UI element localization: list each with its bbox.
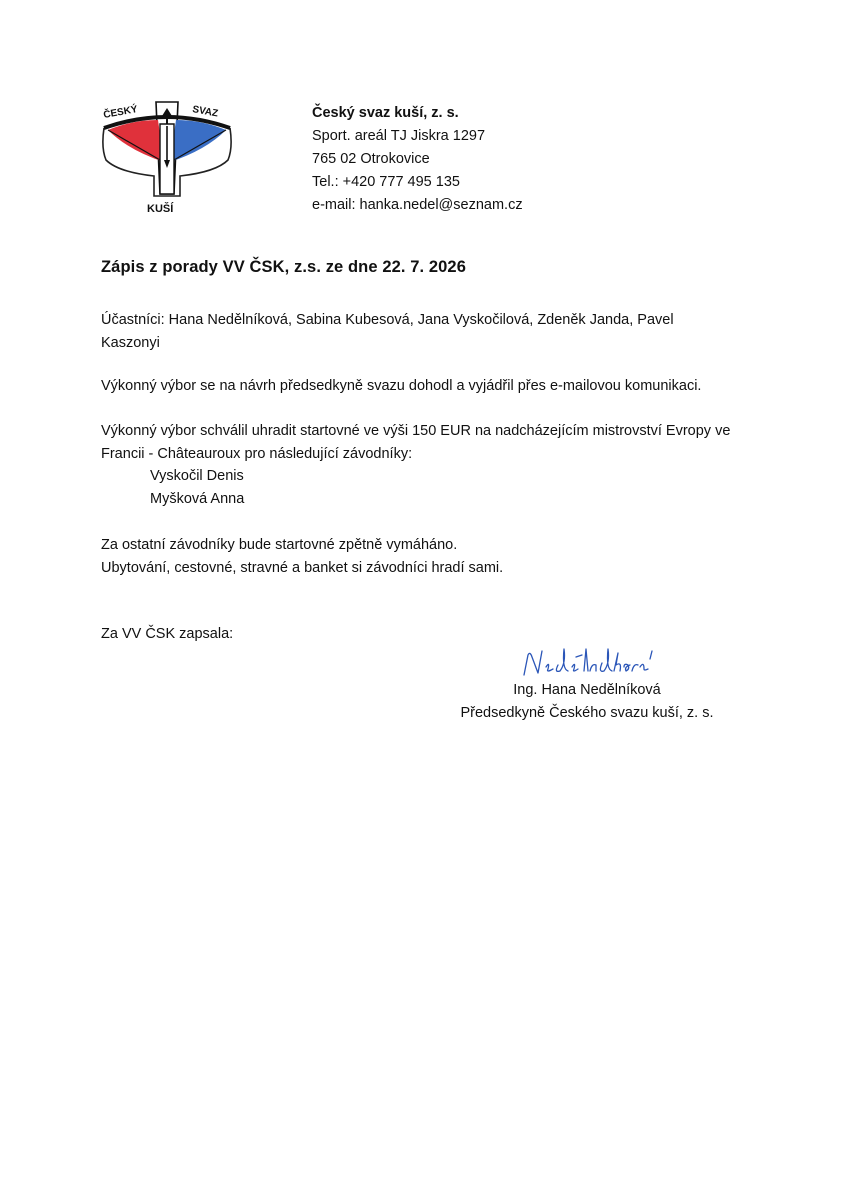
notes-paragraph — [101, 534, 761, 580]
organization-phone: Tel.: +420 777 495 135 — [312, 174, 460, 190]
decision-paragraph-1: Výkonný výbor se na návrh předsedkyně svazu dohodl a vyjádřil přes e-mailovou komunikaci. — [101, 378, 702, 394]
organization-contact — [312, 102, 523, 217]
competitor-item: Myšková Anna — [150, 491, 245, 507]
logo-blue-wing — [170, 120, 226, 162]
signature-graphic — [520, 643, 660, 679]
signer-block — [456, 679, 718, 725]
competitor-list — [150, 465, 244, 511]
organization-email: e-mail: hanka.nedel@seznam.cz — [312, 197, 523, 213]
decision-paragraph-2: Výkonný výbor schválil uhradit startovné ve výši 150 EUR na nadcházejícím mistrovství Evropy ve Francii - Châteauroux pro následující závodníky: — [101, 423, 731, 462]
competitor-item: Vyskočil Denis — [150, 468, 244, 484]
notes-line-2: Ubytování, cestovné, stravné a banket si závodníci hradí sami. — [101, 560, 504, 576]
logo-red-wing — [108, 120, 164, 162]
organization-logo — [98, 98, 238, 218]
signer-role: Předsedkyně Českého svazu kuší, z. s. — [460, 705, 714, 721]
recorded-by-label: Za VV ČSK zapsala: — [101, 626, 234, 642]
logo-text-svaz: SVAZ — [191, 104, 219, 120]
crossbow-logo-graphic — [98, 98, 238, 218]
participants-paragraph: Účastníci: Hana Nedělníková, Sabina Kubesová, Jana Vyskočilová, Zdeněk Janda, Pavel Kaszonyi — [101, 312, 674, 351]
logo-text-kusi: KUŠÍ — [147, 203, 174, 215]
document-title: Zápis z porady VV ČSK, z.s. ze dne 22. 7. 2026 — [101, 258, 466, 276]
notes-line-1: Za ostatní závodníky bude startovné zpětně vymáháno. — [101, 537, 458, 553]
handwritten-signature — [520, 643, 660, 679]
signer-name: Ing. Hana Nedělníková — [513, 682, 661, 698]
organization-address-line2: 765 02 Otrokovice — [312, 151, 430, 167]
logo-text-cesky: ČESKÝ — [102, 104, 139, 121]
organization-address-line1: Sport. areál TJ Jiskra 1297 — [312, 128, 486, 144]
organization-name: Český svaz kuší, z. s. — [312, 105, 459, 121]
